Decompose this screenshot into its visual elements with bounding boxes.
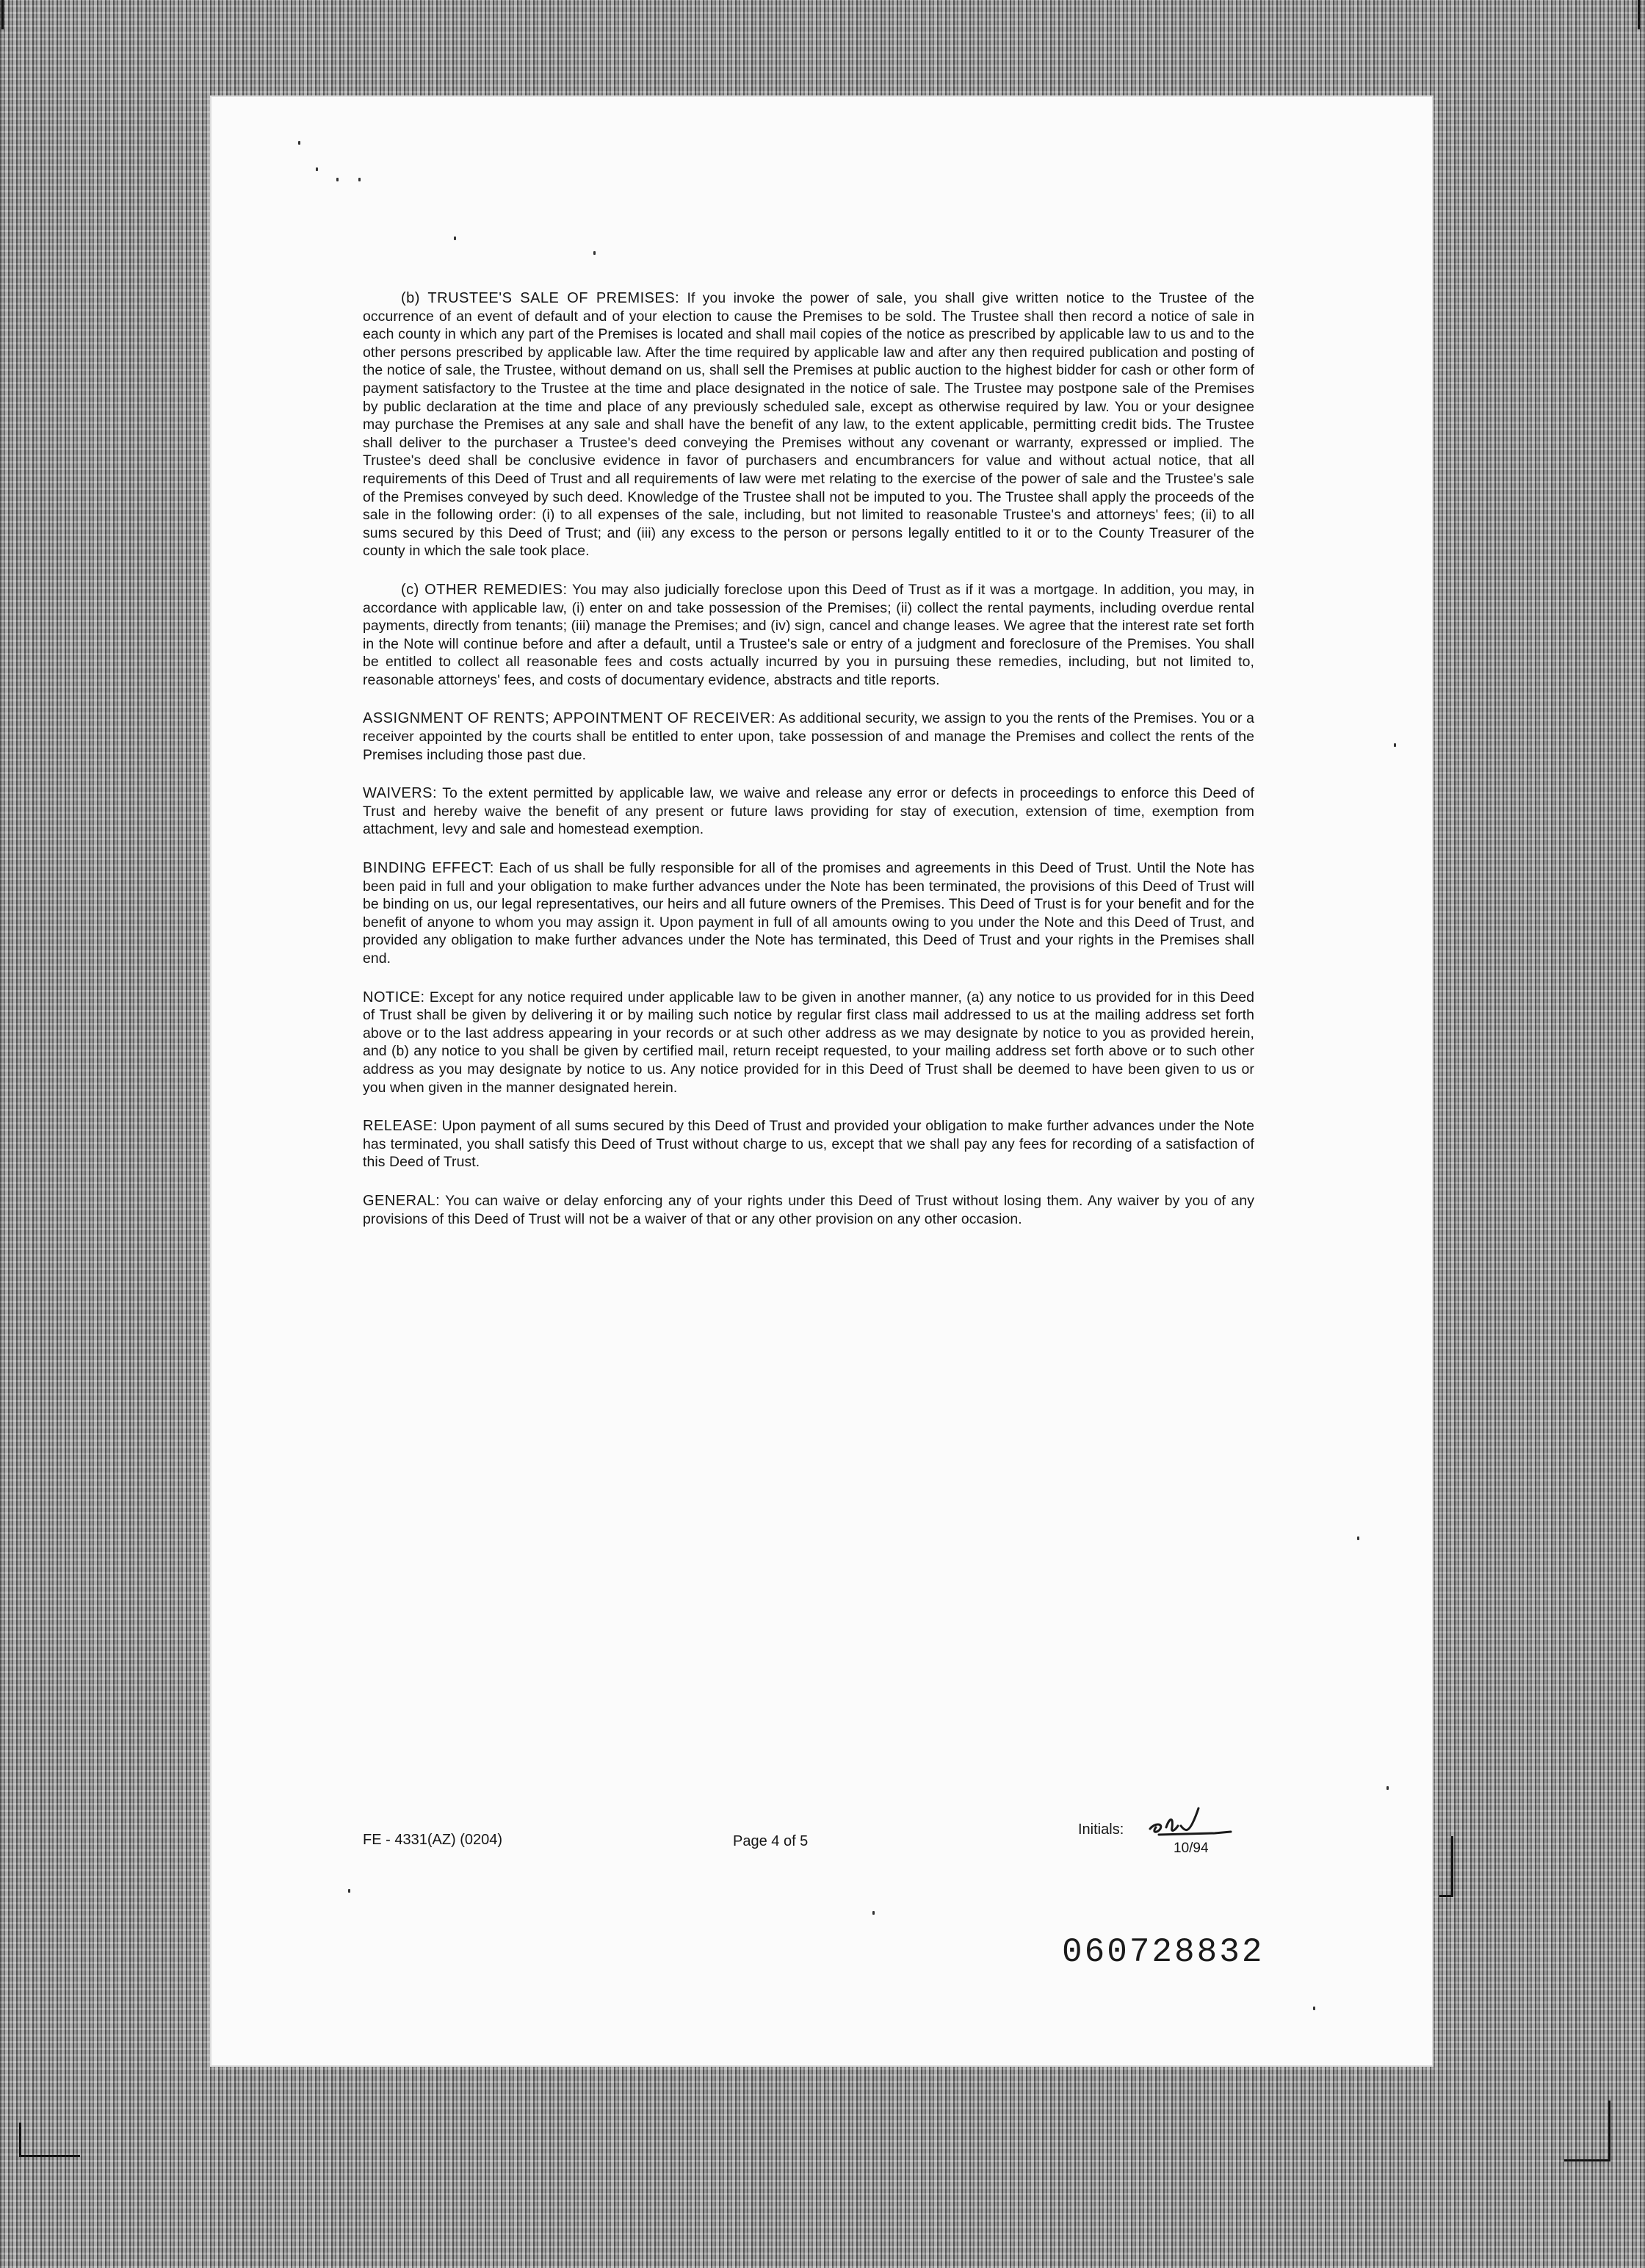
heading-notice: NOTICE: xyxy=(363,989,425,1005)
paragraph-binding-effect xyxy=(363,859,1254,968)
initials-label: Initials: xyxy=(1078,1821,1124,1838)
paragraph-assignment-of-rents xyxy=(363,709,1254,764)
heading-waivers: WAIVERS: xyxy=(363,785,438,802)
corner-mark-top-right xyxy=(1608,0,1640,29)
document-body xyxy=(363,289,1254,1249)
scan-speck xyxy=(298,141,300,145)
corner-mark-bottom-right xyxy=(1564,2101,1610,2162)
page-number: Page 4 of 5 xyxy=(733,1833,809,1849)
form-number: FE - 4331(AZ) (0204) xyxy=(363,1832,503,1848)
text-release: Upon payment of all sums secured by this Deed of Trust and provided your obligation to make further advances under the Note has terminated, you shall satisfy this Deed of Trust without charge to us, except that we shall pay any fees for recording of a satisfaction of this Deed of Trust. xyxy=(363,1118,1254,1171)
paragraph-notice xyxy=(363,989,1254,1097)
document-page xyxy=(212,97,1432,2065)
recording-document-number: 060728832 xyxy=(1062,1933,1265,1971)
text-waivers: To the extent permitted by applicable law, we waive and release any error or defects in proceedings to enforce this Deed of Trust and hereby waive the benefit of any present or future laws providing for stay of execution, extension of time, exemption from attachment, levy and sale and homestead exemption. xyxy=(363,785,1255,838)
heading-trustee-sale: (b) TRUSTEE'S SALE OF PREMISES: xyxy=(401,290,680,306)
scan-speck xyxy=(1386,1786,1389,1790)
revision-date-code: 10/94 xyxy=(1174,1841,1209,1856)
scan-speck xyxy=(1394,743,1396,747)
corner-mark-mid-right xyxy=(1439,1836,1453,1897)
scan-speck xyxy=(1357,1536,1359,1540)
text-general: You can waive or delay enforcing any of your rights under this Deed of Trust without losing them. Any waiver by you of any provisions of this Deed of Trust will not be a waiver of that or any other provision on any other occasion. xyxy=(363,1192,1254,1227)
heading-general: GENERAL: xyxy=(363,1192,441,1209)
scan-speck xyxy=(336,178,339,181)
paragraph-trustee-sale xyxy=(363,289,1254,560)
corner-mark-bottom-left xyxy=(19,2123,80,2157)
scan-speck xyxy=(593,251,596,255)
paragraph-general xyxy=(363,1192,1254,1228)
text-notice: Except for any notice required under applicable law to be given in another manner, (a) any notice to us provided for in this Deed of Trust shall be given by delivering it or by mailing such notice by regular first class mail addressed to us at the mailing address set forth above or to the last address appearing in your records or at such other address as we may designate by notice to you as provided herein, and (b) any notice to you shall be given by certified mail, return receipt requested, to your mailing address set forth above or to such other address as you may designate by notice to us. Any notice provided for in this Deed of Trust shall be deemed to have been given to us or you when given in the manner designated herein. xyxy=(363,989,1254,1096)
text-other-remedies: You may also judicially foreclose upon this Deed of Trust as if it was a mortgage. In addition, you may, in accordance with applicable law, (i) enter on and take possession of the Premises; (ii) collect the rental payments, including overdue rental payments, directly from tenants; (iii) manage the Premises; and (iv) sign, cancel and change leases. We agree that the interest rate set forth in the Note will continue before and after a default, until a Trustee's sale or entry of a judgment and foreclosure of the Premises. You shall be entitled to collect all reasonable fees and costs actually incurred by you in pursuing these remedies, including, but not limited to, reasonable attorneys' fees, and costs of documentary evidence, abstracts and title reports. xyxy=(363,581,1254,688)
heading-release: RELEASE: xyxy=(363,1118,438,1135)
scan-speck xyxy=(872,1911,875,1915)
scan-speck xyxy=(454,236,456,240)
handwritten-initials-signature xyxy=(1144,1801,1240,1842)
scan-speck xyxy=(348,1889,350,1893)
paragraph-release xyxy=(363,1117,1254,1171)
heading-other-remedies: (c) OTHER REMEDIES: xyxy=(401,581,568,598)
scan-speck xyxy=(316,167,318,171)
heading-binding-effect: BINDING EFFECT: xyxy=(363,860,494,877)
corner-mark-top-left xyxy=(1,0,30,29)
scan-speck xyxy=(358,178,361,181)
text-trustee-sale: If you invoke the power of sale, you shall give written notice to the Trustee of the occurrence of an event of default and of your election to cause the Premises to be sold. The Trustee shall then record a notice of sale in each county in which any part of the Premises is located and shall mail copies of the notice as prescribed by applicable law to us and to the other persons prescribed by applicable law. After the time required by applicable law and after any then required publication and posting of the notice of sale, the Trustee, without demand on us, shall sell the Premises at public auction to the highest bidder for cash or other form of payment satisfactory to the Trustee at the time and place designated in the notice of sale. The Trustee may postpone sale of the Premises by public declaration at the time and place of any previously scheduled sale, except as otherwise required by law. You or your designee may purchase the Premises at any sale and shall have the benefit of any law, to the extent applicable, permitting credit bids. The Trustee shall deliver to the purchaser a Trustee's deed conveying the Premises without any covenant or warranty, expressed or implied. The Trustee's deed shall be conclusive evidence in favor of purchasers and encumbrancers for value and without actual notice, that all requirements of this Deed of Trust and all requirements of law were met relating to the exercise of the power of sale and the Trustee's sale of the Premises conveyed by such deed. Knowledge of the Trustee shall not be imputed to you. The Trustee shall apply the proceeds of the sale in the following order: (i) to all expenses of the sale, including, but not limited to reasonable Trustee's and attorneys' fees; (ii) to all sums secured by this Deed of Trust; and (iii) any excess to the person or persons legally entitled to it or to the County Treasurer of the county in which the sale took place. xyxy=(363,290,1254,560)
heading-assignment-of-rents: ASSIGNMENT OF RENTS; APPOINTMENT OF RECEIVER: xyxy=(363,710,776,727)
text-binding-effect: Each of us shall be fully responsible for all of the promises and agreements in this Deed of Trust. Until the Note has been paid in full and your obligation to make further advances under the Note has been terminated, the provisions of this Deed of Trust will be binding on us, our legal representatives, our heirs and all future owners of the Premises. This Deed of Trust is for your benefit and for the benefit of anyone to whom you may assign it. Upon payment in full of all amounts owing to you under the Note and this Deed of Trust, and provided any obligation to make further advances under the Note has terminated, this Deed of Trust and your rights in the Premises shall end. xyxy=(363,860,1254,967)
text-assignment-of-rents: As additional security, we assign to you the rents of the Premises. You or a receiver appointed by the courts shall be entitled to enter upon, take possession of and manage the Premises and collect the rents of the Premises including those past due. xyxy=(363,710,1254,763)
paragraph-other-remedies xyxy=(363,581,1254,690)
scan-speck xyxy=(1313,2007,1315,2010)
paragraph-waivers xyxy=(363,784,1254,839)
